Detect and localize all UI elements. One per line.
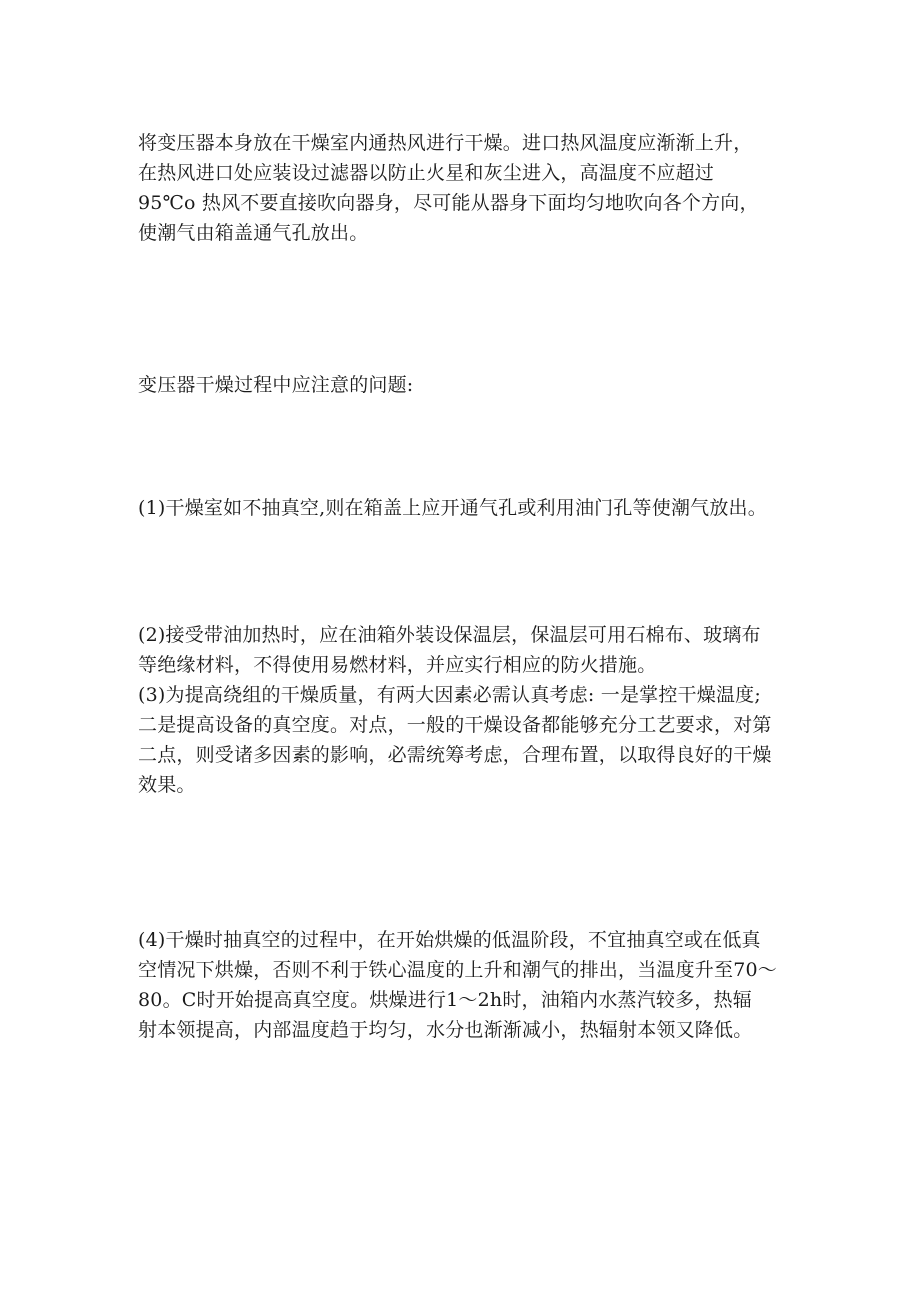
paragraph-item-1: [138, 493, 798, 523]
text-line: 效果。: [138, 774, 196, 796]
text-line: 空情况下烘燥，否则不利于铁心温度的上升和潮气的排出，当温度升至70～: [138, 959, 777, 981]
paragraph-section-heading: [138, 370, 798, 400]
text-line: 变压器干燥过程中应注意的问题:: [138, 374, 414, 396]
text-line: 射本领提高，内部温度趋于均匀，水分也渐渐减小，热辐射本领又降低。: [138, 1019, 753, 1041]
text-line: 将变压器本身放在干燥室内通热风进行干燥。进口热风温度应渐渐上升，: [138, 132, 753, 154]
text-line: 二点，则受诸多因素的影响，必需统筹考虑，合理布置，以取得良好的干燥: [138, 744, 772, 766]
text-line: 等绝缘材料，不得使用易燃材料，并应实行相应的防火措施。: [138, 654, 657, 676]
text-line: 使潮气由箱盖通气孔放出。: [138, 222, 369, 244]
text-line: (3)为提高绕组的干燥质量，有两大因素必需认真考虑: 一是掌控干燥温度;: [138, 684, 761, 706]
text-line: 在热风进口处应装设过滤器以防止火星和灰尘进入，高温度不应超过: [138, 162, 715, 184]
paragraph-items-2-3: [138, 620, 798, 800]
text-line: 二是提高设备的真空度。对点，一般的干燥设备都能够充分工艺要求，对第: [138, 714, 772, 736]
paragraph-item-4: [138, 925, 798, 1045]
paragraph-hot-air-drying: [138, 128, 798, 248]
text-line: (2)接受带油加热时，应在油箱外装设保温层，保温层可用石棉布、玻璃布: [138, 624, 761, 646]
text-line: (1)干燥室如不抽真空,则在箱盖上应开通气孔或利用油门孔等使潮气放出。: [138, 497, 767, 519]
text-line: (4)干燥时抽真空的过程中，在开始烘燥的低温阶段，不宜抽真空或在低真: [138, 929, 761, 951]
text-line: 80。C时开始提高真空度。烘燥进行1～2h时，油箱内水蒸汽较多，热辐: [138, 989, 752, 1011]
text-line: 95℃o 热风不要直接吹向器身，尽可能从器身下面均匀地吹向各个方向，: [138, 192, 759, 214]
